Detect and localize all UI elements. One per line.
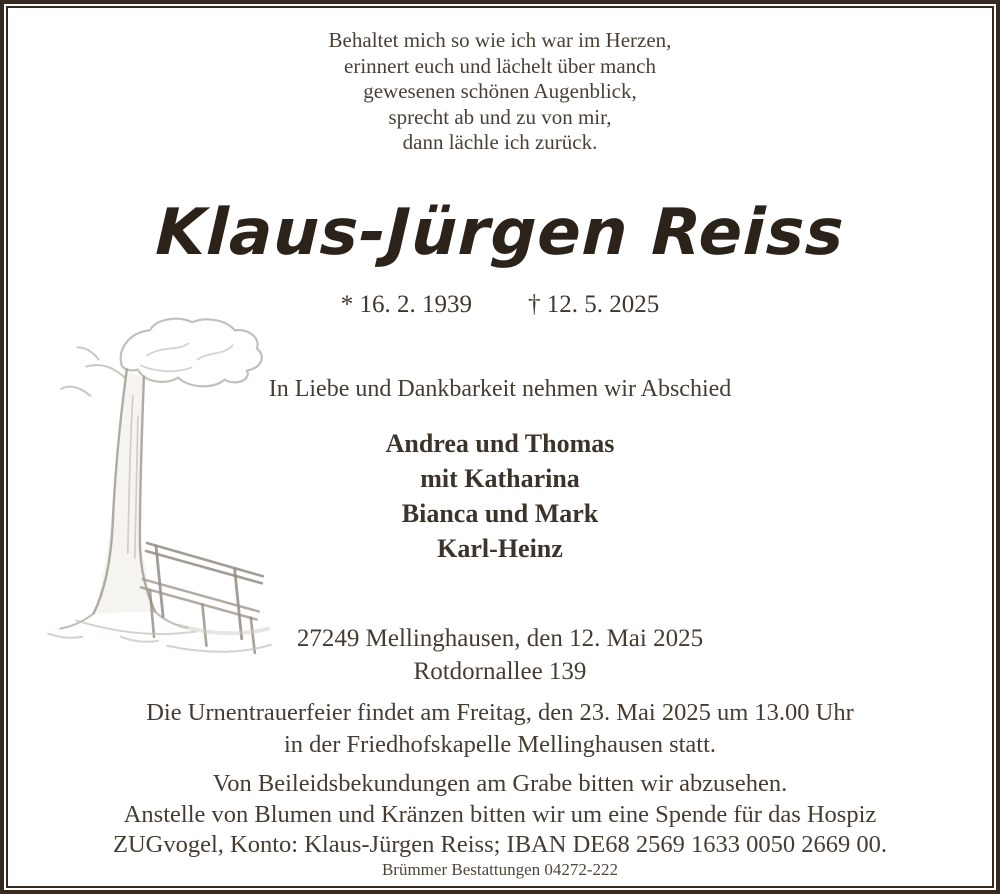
poem-line: Behaltet mich so wie ich war im Herzen, [328, 28, 672, 52]
condolence-info [4, 769, 996, 861]
poem-line: dann lächle ich zurück. [402, 130, 598, 154]
mourners-list [4, 426, 996, 566]
life-dates [4, 291, 996, 319]
condolence-line: ZUGvogel, Konto: Klaus-Jürgen Reiss; IBAN DE68 2569 1633 0050 2669 00. [113, 831, 887, 858]
death-date: † 12. 5. 2025 [528, 291, 660, 318]
service-line: Die Urnentrauerfeier findet am Freitag, den 23. Mai 2025 um 13.00 Uhr [146, 699, 854, 726]
birth-date: * 16. 2. 1939 [340, 291, 472, 318]
condolence-line: Anstelle von Blumen und Kränzen bitten wir um eine Spende für das Hospiz [123, 800, 877, 828]
poem-line: sprecht ab und zu von mir, [388, 104, 612, 129]
mourner-line: Karl-Heinz [437, 534, 563, 563]
mourner-line: mit Katharina [420, 464, 580, 493]
deceased-name: Klaus-Jürgen Reiss [154, 196, 846, 270]
funeral-home-credit: Brümmer Bestattungen 04272-222 [381, 860, 619, 879]
farewell-line: In Liebe und Dankbarkeit nehmen wir Abschied [268, 376, 732, 402]
poem-line: gewesenen schönen Augenblick, [363, 79, 637, 103]
condolence-line: Von Beileidsbekundungen am Grabe bitten wir abzusehen. [212, 770, 788, 797]
poem-line: erinnert euch und lächelt über manch [344, 53, 656, 78]
mourner-line: Andrea und Thomas [385, 429, 615, 458]
service-line: in der Friedhofskapelle Mellinghausen statt. [283, 731, 717, 758]
street-address: Rotdornallee 139 [413, 658, 587, 685]
memorial-poem [4, 28, 996, 156]
place-date-block [4, 622, 996, 688]
mourner-line: Bianca und Mark [401, 499, 599, 528]
service-info [4, 697, 996, 761]
place-and-date: 27249 Mellinghausen, den 12. Mai 2025 [296, 625, 704, 652]
